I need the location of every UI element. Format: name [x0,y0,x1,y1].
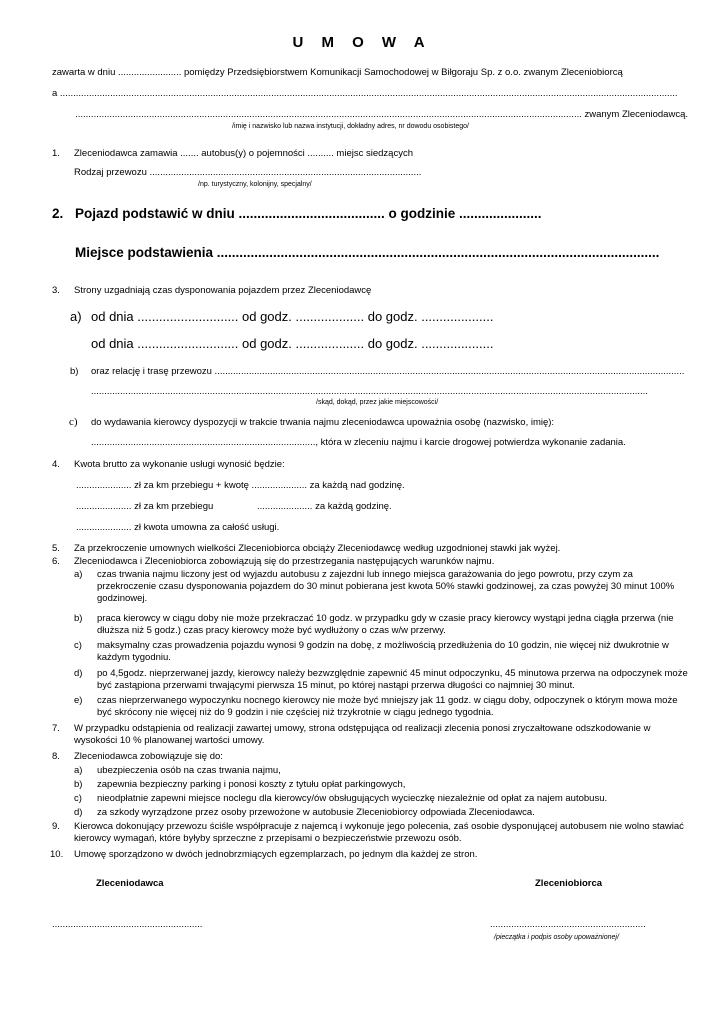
intro-line-3: ................................................................................................................................................................................................ zwanym Zleceniodawcą. [75,109,688,120]
item-6d-label: d) [74,668,83,679]
signature-right-line: ........................................................... [490,919,646,930]
signature-right-note: /pieczątka i podpis osoby upoważnionej/ [494,934,619,941]
item-6c-label: c) [74,640,82,651]
item-6d-text: po 4,5godz. nieprzerwanej jazdy, kierowcy należy bezwzględnie zapewnić 45 minut odpoczynku, 45 minutowa przerwa na odpoczynek może być zastąpiona przerwami trwającymi pierwsza 15 minut, po której nastąpi przerwa długości co najmniej 30 minut. [97,668,688,691]
item-3a-label: a) [70,309,82,324]
item-1-text: Zleceniodawca zamawia ....... autobus(y) o pojemności .......... miejsc siedzących [74,148,413,159]
item-3a-line-2: od dnia ............................ od godz. ................... do godz. .................... [91,336,494,351]
item-8b-text: zapewnia bezpieczny parking i ponosi koszty z tytułu opłat parkingowych, [97,779,406,790]
document-title: U M O W A [292,34,432,51]
item-2-place: Miejsce podstawienia ...................................................................................................................... [75,245,660,260]
item-6-number: 6. [52,556,60,567]
item-3b-note: /skąd, dokąd, przez jakie miejscowości/ [316,399,439,406]
item-8a-text: ubezpieczenia osób na czas trwania najmu, [97,765,281,776]
item-3c-line-2: ....................................................................................., która w zleceniu najmu i karcie drogowej potwierdza wykonanie zadania. [91,437,626,448]
item-3c-label: c) [69,416,78,428]
item-8b-label: b) [74,779,83,790]
item-3b-text: oraz relację i trasę przewozu .................................................................................................................................................................................. [91,366,685,377]
item-4-rate-3: ..................... zł kwota umowna za całość usługi. [76,522,280,533]
item-6a-text: czas trwania najmu liczony jest od wyjazdu autobusu z zajezdni lub innego miejsca garażowania do jego powrotu, przy czym za przekroczenie czasu dysponowania pojazdem do 30 minut pobierana jest kwota 50% stawki godzinowej, za czas powyżej 30 minut 100% godzinowej. [97,569,675,604]
item-8c-text: nieodpłatnie zapewni miejsce noclegu dla kierowcy/ów obsługujących wycieczkę niezależnie od opłat za najem autobusu. [97,793,608,804]
item-8-number: 8. [52,751,60,762]
item-9-number: 9. [52,821,60,832]
signature-left-label: Zleceniodawca [96,878,164,889]
signature-left-line: ......................................................... [52,919,203,930]
item-8d-text: za szkody wyrządzone przez osoby przewożone w autobusie Zleceniobiorcy odpowiada Zleceniodawca. [97,807,535,818]
item-6a-label: a) [74,569,83,580]
item-2-text: Pojazd podstawić w dniu ....................................... o godzinie ...................... [75,206,542,221]
item-3a-line-1: od dnia ............................ od godz. ................... do godz. .................... [91,309,494,324]
item-6e-label: e) [74,695,83,706]
item-4-text: Kwota brutto za wykonanie usługi wynosić będzie: [74,459,285,470]
item-7-number: 7. [52,723,60,734]
item-9-text: Kierowca dokonujący przewozu ściśle współpracuje z najemcą i wykonuje jego polecenia, zaś osobie dysponującej autobusem nie wolno stawiać kierowcy wymagań, które byłyby sprzeczne z przepisami o bezpieczeństwie przewozu osób. [74,821,684,844]
item-2-number: 2. [52,206,64,221]
item-3b-line-2: ................................................................................................................................................................................................................... [91,386,648,397]
item-5-text: Za przekroczenie umownych wielkości Zleceniobiorca obciąży Zleceniodawcę według uzgodnionej stawki jak wyżej. [74,543,561,554]
item-3-text: Strony uzgadniają czas dysponowania pojazdem przez Zleceniodawcę [74,285,372,296]
item-1-number: 1. [52,148,60,159]
item-6-text: Zleceniodawca i Zleceniobiorca zobowiązują się do przestrzegania następujących warunków najmu. [74,556,495,567]
item-8c-label: c) [74,793,82,804]
item-4-rate-2b: ..................... za każdą godzinę. [257,501,392,512]
signature-right-label: Zleceniobiorca [535,878,603,889]
item-8d-label: d) [74,807,83,818]
item-6e-text: czas nieprzerwanego wypoczynku nocnego kierowcy nie może być mniejszy jak 11 godz. w ciągu doby, odpoczynek o którym mowa może być skrócony nie więcej niż do 9 godzin i nie częściej niż trzykrotnie w ciągu jednego tygodnia. [97,695,678,718]
item-8-text: Zleceniodawca zobowiązuje się do: [74,751,223,762]
item-6b-text: praca kierowcy w ciągu doby nie może przekraczać 10 godz. w przypadku gdy w czasie pracy kierowcy wystąpi jedna ciągła przerwa (nie dłuższa niż 5 godz.) czas pracy kierowcy może być wydłużony o czas w/w przerwy. [97,613,674,636]
item-3c-text: do wydawania kierowcy dyspozycji w trakcie trwania najmu zleceniodawca upoważnia osobę (nazwisko, imię): [91,417,555,428]
item-3-number: 3. [52,285,60,296]
item-4-rate-2a: ..................... zł za km przebiegu [76,501,214,512]
item-3b-label: b) [70,366,79,377]
intro-line-1: zawarta w dniu ........................ pomiędzy Przedsiębiorstwem Komunikacji Samochodowej w Biłgoraju Sp. z o.o. zwanym Zleceniobiorcą [52,67,623,78]
item-5-number: 5. [52,543,60,554]
item-10-number: 10. [50,849,64,860]
item-4-rate-1: ..................... zł za km przebiegu + kwotę ..................... za każdą nad godzinę. [76,480,405,491]
item-1-note: /np. turystyczny, kolonijny, specjalny/ [198,181,312,188]
item-10-text: Umowę sporządzono w dwóch jednobrzmiących egzemplarzach, po jednym dla każdej ze stron. [74,849,478,860]
intro-line-2: a .......................................................................................................................................................................................................................................... [52,88,678,99]
item-8a-label: a) [74,765,83,776]
item-6c-text: maksymalny czas prowadzenia pojazdu wynosi 9 godzin na dobę, z możliwością przedłużenia do 10 godzin, nie więcej niż dwukrotnie w każdym tygodniu. [97,640,669,663]
intro-note: /imię i nazwisko lub nazwa instytucji, dokładny adres, nr dowodu osobistego/ [232,123,469,130]
item-4-number: 4. [52,459,60,470]
item-6b-label: b) [74,613,83,624]
item-7-text: W przypadku odstąpienia od realizacji zawartej umowy, strona odstępująca od realizacji zlecenia ponosi zryczałtowane odszkodowanie w wysokości 10 % planowanej wartości umowy. [74,723,651,746]
item-1-subtext: Rodzaj przewozu ....................................................................................................... [74,167,422,178]
